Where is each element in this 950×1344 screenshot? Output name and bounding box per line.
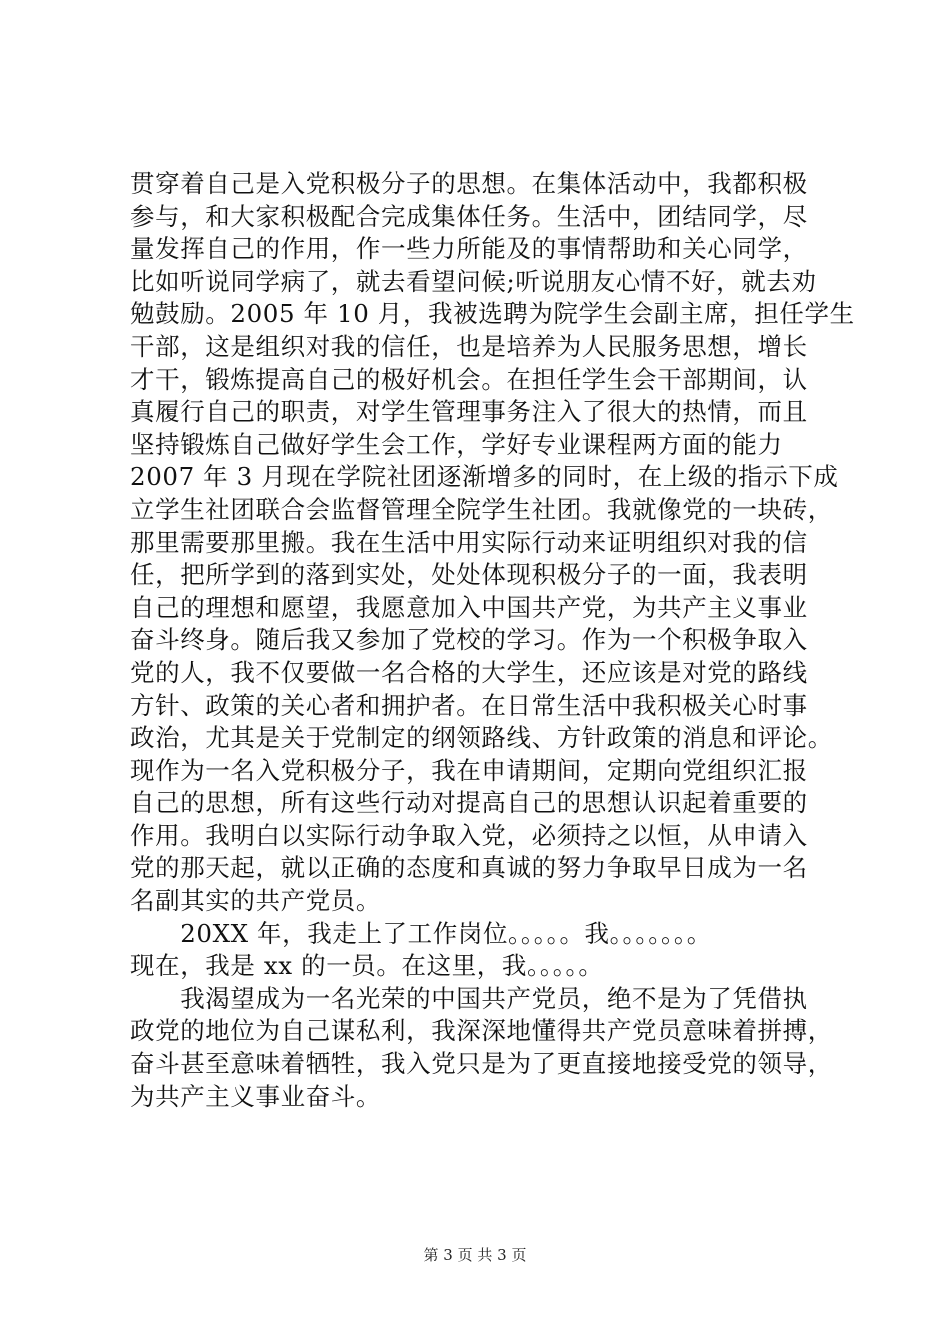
text-line: 方针、政策的关心者和拥护者。在日常生活中我积极关心时事	[130, 690, 808, 720]
text-line: 量发挥自己的作用，作一些力所能及的事情帮助和关心同学，	[130, 234, 808, 264]
page-number-footer: 第 3 页 共 3 页	[423, 1246, 527, 1264]
text-line: 参与，和大家积极配合完成集体任务。生活中，团结同学，尽	[130, 201, 808, 231]
text-line: 名副其实的共产党员。	[130, 886, 381, 916]
text-line: 作用。我明白以实际行动争取入党，必须持之以恒，从申请入	[130, 820, 808, 850]
text-line: 政党的地位为自己谋私利，我深深地懂得共产党员意味着拼搏，	[130, 1016, 833, 1046]
text-line: 现在，我是 xx 的一员。在这里，我。。。。。	[130, 951, 604, 981]
text-line: 政治，尤其是关于党制定的纲领路线、方针政策的消息和评论。	[130, 723, 833, 753]
document-body	[130, 168, 855, 1113]
text-line: 奋斗终身。随后我又参加了党校的学习。作为一个积极争取入	[130, 625, 808, 655]
text-line: 干部，这是组织对我的信任，也是培养为人民服务思想，增长	[130, 331, 808, 361]
text-line: 奋斗甚至意味着牺牲，我入党只是为了更直接地接受党的领导，	[130, 1049, 833, 1079]
text-line: 比如听说同学病了，就去看望问候;听说朋友心情不好，就去劝	[130, 266, 817, 296]
text-line: 党的人，我不仅要做一名合格的大学生，还应该是对党的路线	[130, 657, 808, 687]
text-line: 任，把所学到的落到实处，处处体现积极分子的一面，我表明	[130, 560, 808, 590]
text-line: 那里需要那里搬。我在生活中用实际行动来证明组织对我的信	[130, 527, 808, 557]
text-line: 真履行自己的职责，对学生管理事务注入了很大的热情，而且	[130, 397, 808, 427]
text-line: 勉鼓励。2005 年 10 月，我被选聘为院学生会副主席，担任学生	[130, 299, 855, 329]
text-line: 我渴望成为一名光荣的中国共产党员，绝不是为了凭借执	[130, 983, 808, 1013]
text-line: 自己的思想，所有这些行动对提高自己的思想认识起着重要的	[130, 788, 808, 818]
text-line: 2007 年 3 月现在学院社团逐渐增多的同时，在上级的指示下成	[130, 462, 839, 492]
text-line: 才干，锻炼提高自己的极好机会。在担任学生会干部期间，认	[130, 364, 808, 394]
text-line: 贯穿着自己是入党积极分子的思想。在集体活动中，我都积极	[130, 169, 808, 198]
text-line: 立学生社团联合会监督管理全院学生社团。我就像党的一块砖，	[130, 494, 833, 524]
text-line: 为共产主义事业奋斗。	[130, 1081, 381, 1111]
text-line: 自己的理想和愿望，我愿意加入中国共产党，为共产主义事业	[130, 592, 808, 622]
text-line: 现作为一名入党积极分子，我在申请期间，定期向党组织汇报	[130, 755, 808, 785]
text-line: 坚持锻炼自己做好学生会工作，学好专业课程两方面的能力	[130, 429, 783, 459]
text-line: 20XX 年，我走上了工作岗位。。。。。我。。。。。。。	[130, 918, 712, 948]
text-line: 党的那天起，就以正确的态度和真诚的努力争取早日成为一名	[130, 853, 808, 883]
